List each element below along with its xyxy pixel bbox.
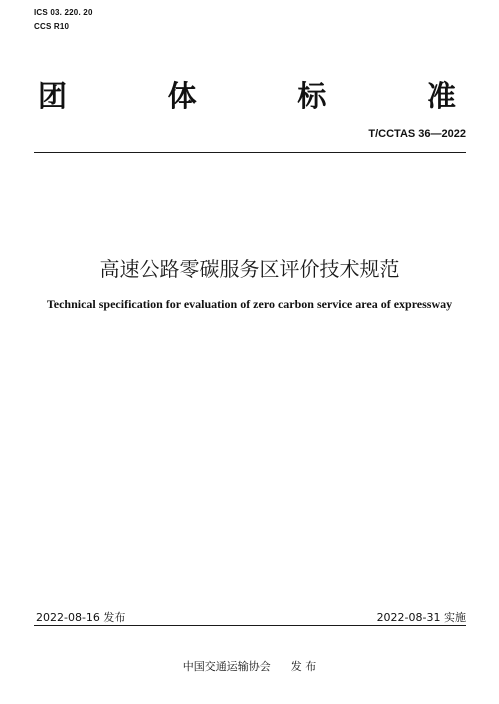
top-divider xyxy=(34,152,466,153)
standard-type-char-3: 标 xyxy=(297,78,327,113)
ics-code: ICS 03. 220. 20 xyxy=(34,8,93,17)
ccs-code: CCS R10 xyxy=(34,22,70,31)
issuer-name: 中国交通运输协会 xyxy=(182,660,271,673)
title-chinese: 高速公路零碳服务区评价技术规范 xyxy=(99,257,400,281)
issuer-action: 发 布 xyxy=(290,660,317,673)
standard-type-char-1: 团 xyxy=(38,78,68,113)
title-english: Technical specification for evaluation of zero carbon service area of expressway xyxy=(46,297,453,311)
standard-type-char-2: 体 xyxy=(167,78,197,113)
issue-date: 2022-08-16 发布 xyxy=(36,611,126,624)
standard-code: T/CCTAS 36—2022 xyxy=(368,128,466,140)
standard-type-heading xyxy=(38,74,456,114)
issuer-line xyxy=(0,658,499,674)
bottom-divider xyxy=(34,625,466,626)
implementation-date: 2022-08-31 实施 xyxy=(376,611,466,624)
standard-type-char-4: 准 xyxy=(426,78,456,113)
